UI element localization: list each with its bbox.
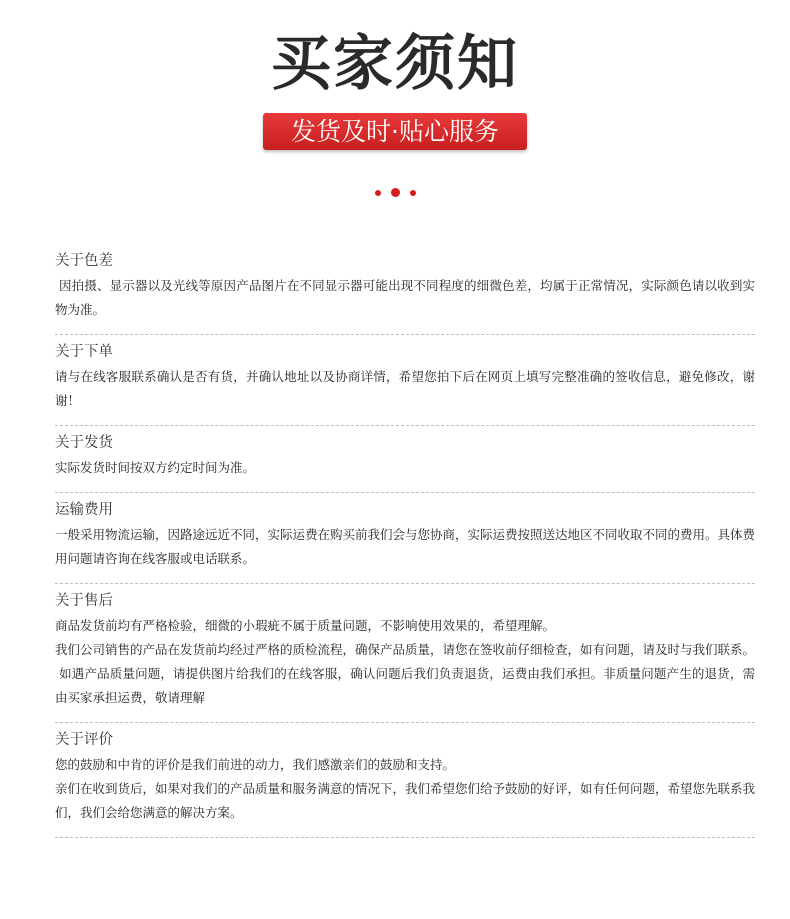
section-text: 我们公司销售的产品在发货前均经过严格的质检流程，确保产品质量，请您在签收前仔细检查，如有问题，请及时与我们联系。 [55,642,756,657]
section-text: 商品发货前均有严格检验，细微的小瑕疵不属于质量问题，不影响使用效果的，希望理解。 [55,618,556,633]
section-title: 关于评价 [55,732,113,748]
dot-icon [375,190,381,196]
section-freight [55,493,755,584]
section-reviews [55,723,755,838]
section-text: 您的鼓励和中肯的评价是我们前进的动力，我们感激亲们的鼓励和支持。 [55,757,456,772]
section-ordering [55,335,755,426]
section-title: 关于下单 [55,344,113,360]
section-text: 亲们在收到货后，如果对我们的产品质量和服务满意的情况下，我们希望您们给予鼓励的好评，如有任何问题，希望您先联系我们，我们会给您满意的解决方案。 [55,781,756,820]
section-title: 运输费用 [55,502,113,518]
service-banner: 发货及时·贴心服务 [263,113,527,150]
section-color-difference [55,244,755,335]
section-text: 实际发货时间按双方约定时间为准。 [55,460,256,475]
header [0,0,790,210]
section-text: 因拍摄、显示器以及光线等原因产品图片在不同显示器可能出现不同程度的细微色差，均属于正常情况，实际颜色请以收到实物为准。 [55,278,755,317]
dot-icon [391,188,400,197]
section-title: 关于发货 [55,435,113,451]
section-text: 请与在线客服联系确认是否有货，并确认地址以及协商详情，希望您拍下后在网页上填写完整准确的签收信息，避免修改，谢谢！ [55,369,755,408]
page-title: 买家须知 [271,29,519,99]
section-title: 关于售后 [55,593,113,609]
section-title: 关于色差 [55,253,113,269]
section-after-sales [55,584,755,723]
decorative-dots [0,182,790,196]
section-text: 如遇产品质量问题，请提供图片给我们的在线客服，确认问题后我们负责退货，运费由我们承担。非质量问题产生的退货，需由买家承担运费，敬请理解 [55,666,755,705]
dot-icon [410,190,416,196]
section-text: 一般采用物流运输，因路途远近不同，实际运费在购买前我们会与您协商，实际运费按照送达地区不同收取不同的费用。具体费用问题请咨询在线客服或电话联系。 [55,527,756,566]
notice-list [55,244,755,838]
section-shipping [55,426,755,493]
